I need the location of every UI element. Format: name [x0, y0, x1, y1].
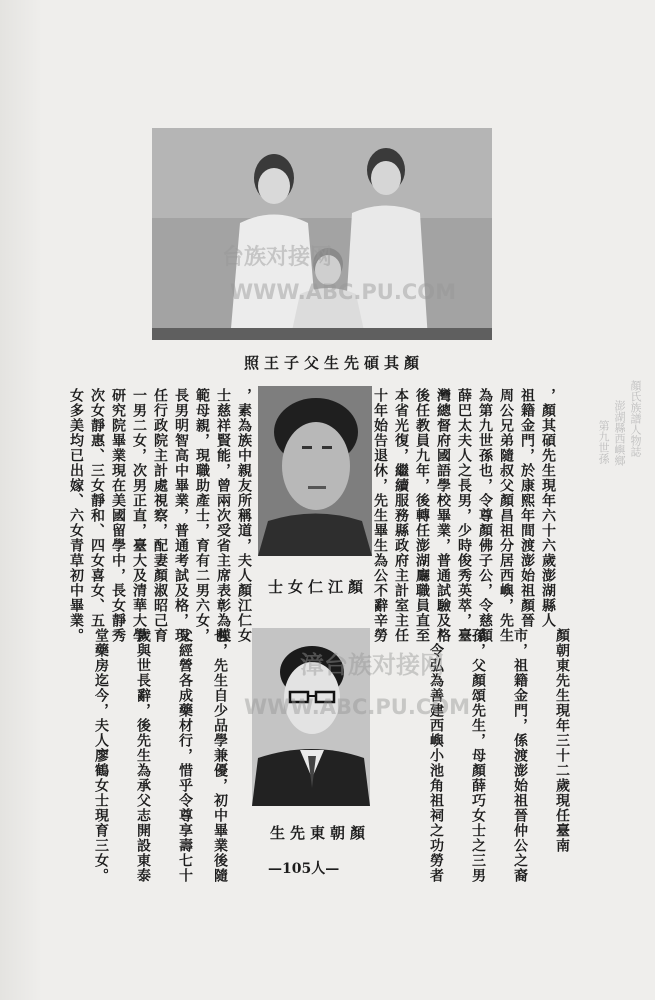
- watermark-text: 漳台族对接网: [300, 651, 444, 679]
- watermark-url: WWW.ABC.PU.COM: [244, 695, 470, 719]
- page-edge-shadow: [0, 0, 42, 1000]
- article-1-column: ，顏其碩先生現年六十六歲澎湖縣人: [540, 388, 556, 628]
- article-1-column: 後任教員九年，後轉任澎湖廳職員直至: [414, 388, 430, 643]
- family-photo-image: [152, 128, 492, 340]
- article-2-column: 任行政院主計處視察，配妻顏淑昭己育: [152, 388, 168, 643]
- family-photo-caption: 照王子父生先碩其顏: [244, 354, 425, 372]
- article-3-column: 堂藥房迄今，夫人廖鶴女士現育三女。: [93, 628, 109, 883]
- article-2-column: 一男二女，次男正直，臺大及清華大學: [131, 388, 147, 643]
- article-2-column: 長男明智高中畢業，普通考試及格，現: [173, 388, 189, 643]
- article-3-column: 市，祖籍金門，係渡澎始祖晉仲公之裔: [512, 628, 528, 883]
- article-2-column: 研究院畢業現在美國留學中，長女靜秀: [110, 388, 126, 643]
- article-3-column: 也，先生自少品學兼優，初中畢業後隨: [212, 628, 228, 883]
- article-2-column: 士慈祥賢能，曾兩次受省主席表彰為模: [215, 388, 231, 643]
- article-1-column: 灣總督府國語學校畢業，普通試驗及格: [435, 388, 451, 643]
- family-photo: [152, 128, 492, 340]
- chao-dong-portrait-caption: 生先東朝顏: [270, 824, 371, 842]
- article-2-column: 次女靜惠、三女靜和、四女喜女、五: [89, 388, 105, 628]
- article-2-column: ，素為族中親友所稱道，夫人顏江仁女: [236, 388, 252, 643]
- article-3-column: 歲與世長辭，後先生為承父志開設東泰: [135, 628, 151, 883]
- madam-portrait: [258, 386, 372, 556]
- article-1-column: 本省光復，繼續服務縣政府主計室主任: [393, 388, 409, 643]
- page-number: —105人—: [268, 861, 340, 877]
- article-3-column: 父經營各成藥材行，惜乎令尊享壽七十: [177, 628, 193, 883]
- madam-portrait-image: [258, 386, 372, 556]
- watermark-url: WWW.ABC.PU.COM: [230, 280, 456, 304]
- madam-portrait-caption: 士女仁江顏: [268, 578, 369, 596]
- article-1-column: 祖籍金門，於康熙年間渡澎始祖顏晉: [519, 388, 535, 628]
- article-1-column: 周公兄弟隨叔父顏昌祖分居西嶼，先生: [498, 388, 514, 643]
- article-1-column: 為第九世孫也，令尊顏佛子公，令慈顏: [477, 388, 493, 643]
- watermark-text: 台族对接网: [222, 245, 333, 270]
- bleed-through-text: 顏氏族譜人物誌: [629, 380, 642, 457]
- article-2-column: 範母親，現職助產士，育有二男六女，: [194, 388, 210, 643]
- article-1-column: 薛巴太夫人之長男，少時俊秀英萃，臺: [456, 388, 472, 643]
- article-3-column: ，令弘為善建西嶼小池角祖祠之功勞者: [428, 628, 444, 883]
- article-1-column: 十年始告退休，先生畢生為公不辭辛勞: [372, 388, 388, 643]
- bleed-through-text: 澎湖縣西嶼鄉: [613, 400, 626, 466]
- article-2-column: 女多美均已出嫁、六女青草初中畢業。: [68, 388, 84, 643]
- article-3-column: 孫，父顏頌先生，母顏薛巧女士之三男: [470, 628, 486, 883]
- bleed-through-text: 第九世孫: [597, 420, 610, 464]
- article-3-column: 顏朝東先生現年三十二歲現任臺南: [554, 628, 570, 853]
